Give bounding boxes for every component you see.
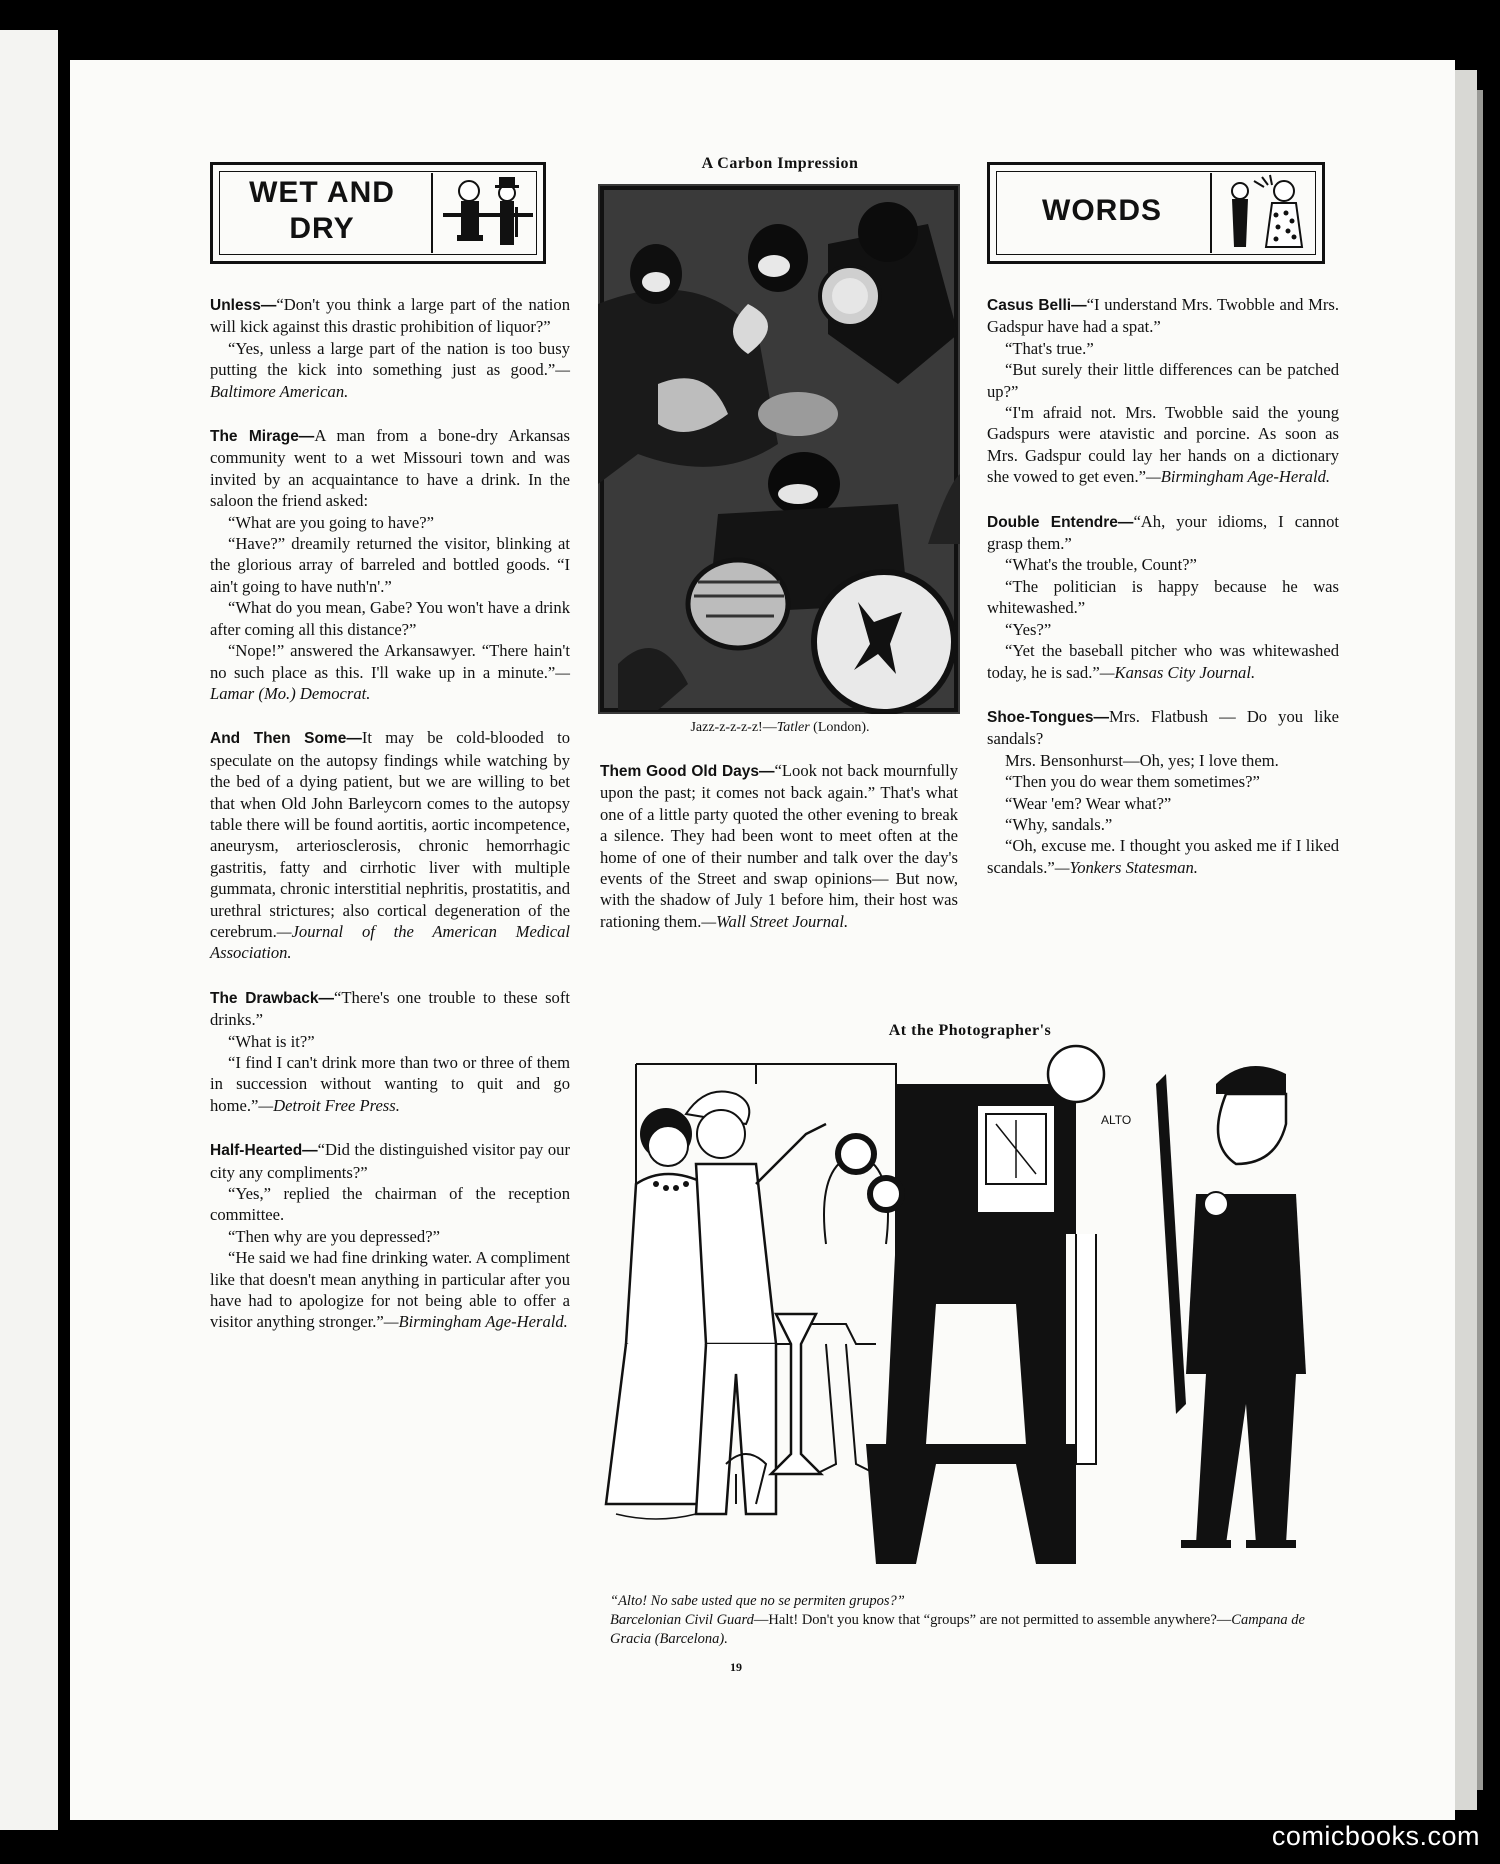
page-edge <box>1455 70 1477 1810</box>
article-source: —Birmingham Age-Herald. <box>1145 467 1331 487</box>
article-source: —Wall Street Journal. <box>701 911 849 931</box>
article-the-drawback: The Drawback—“There's one trouble to these soft drinks.” “What is it?” “I find I can't drink more than two or three of them in succession without wanting to quit and go home.”—Detroit Free Press. <box>210 987 570 1115</box>
page-edge-shadow <box>1477 90 1483 1790</box>
photographer-caption-speaker: Barcelonian Civil Guard <box>610 1612 754 1628</box>
carbon-caption-main: Jazz-z-z-z-z!— <box>690 720 777 735</box>
carbon-caption-place: (London). <box>813 720 870 735</box>
wet-and-dry-vignette <box>439 173 537 251</box>
article-the-mirage: The Mirage—A man from a bone-dry Arkansas community went to a wet Missouri town and was invited by an acquaintance to have a drink. In the saloon the friend asked: “What are you going to have?” “Have?” dreamily returned the visitor, blinking at the glorious array of barreled and bottled goods. “I ain't going to have nuth'n'.” “What do you mean, Gabe? You won't have a drink after coming all this distance?” “Nope!” answered the Arkansawyer. “There hain't no such place as this. I'll wake up in a minute.”—Lamar (Mo.) Democrat. <box>210 426 570 703</box>
article-head: Unless— <box>210 297 277 314</box>
article-source: —Lamar (Mo.) Democrat. <box>210 662 570 703</box>
jazz-band-illustration <box>598 184 960 714</box>
words-title: WORDS <box>1042 194 1162 227</box>
article-unless: Unless—“Don't you think a large part of the nation will kick against this drastic prohibition of liquor?” “Yes, unless a large part of the nation is too busy putting the kick into something just as good.”—Baltimore American. <box>210 295 570 401</box>
article-head: Double Entendre— <box>987 513 1134 531</box>
article-them-good-old-days: Them Good Old Days—“Look not back mournfully upon the past; it comes not back again.” That's what one of a little party quoted the other evening to break a silence. They had been wont to meet often at the home of one of their number and talk over the day's events of the Street and swap opinions— But now, with the shadow of July 1 before him, their host was rationing them.—Wall Street Journal. <box>600 761 959 931</box>
article-head: Shoe-Tongues— <box>987 708 1109 726</box>
photographer-title: At the Photographer's <box>888 1022 1052 1039</box>
left-column <box>210 294 570 1333</box>
article-half-hearted: Half-Hearted—“Did the distinguished visitor pay our city any compliments?” “Yes,” replied the chairman of the reception committee. “Then why are you depressed?” “He said we had fine drinking water. A compliment like that doesn't mean anything in particular after you have had to apologize for not being able to offer a visitor anything stronger.”—Birmingham Age-Herald. <box>210 1140 570 1332</box>
article-head: The Drawback— <box>210 989 334 1007</box>
header-title-line2: DRY <box>289 212 355 245</box>
carbon-caption <box>600 720 960 736</box>
article-head: Them Good Old Days— <box>600 763 775 780</box>
article-source: —Birmingham Age-Herald. <box>383 1312 568 1332</box>
article-source: —Journal of the American Medical Association. <box>210 921 570 963</box>
middle-column <box>600 760 958 932</box>
carbon-impression-title: A Carbon Impression <box>701 155 859 172</box>
article-source: —Detroit Free Press. <box>258 1095 400 1115</box>
photographer-caption-spanish: “Alto! No sabe usted que no se permiten grupos?” <box>610 1593 905 1609</box>
article-head: The Mirage— <box>210 428 315 446</box>
words-vignette <box>1218 173 1314 251</box>
photographer-cartoon <box>596 1044 1336 1584</box>
wet-and-dry-header <box>210 162 546 264</box>
article-shoe-tongues: Shoe-Tongues—Mrs. Flatbush — Do you like sandals? Mrs. Bensonhurst—Oh, yes; I love them. “Then you do wear them sometimes?” “Wear 'em? Wear what?” “Why, sandals.” “Oh, excuse me. I thought you asked me if I liked scandals.”—Yonkers Statesman. <box>987 706 1339 877</box>
photographer-caption <box>600 1592 1340 1649</box>
article-casus-belli: Casus Belli—“I understand Mrs. Twobble and Mrs. Gadspur have had a spat.” “That's true.” “But surely their little differences can be patched up?” “I'm afraid not. Mrs. Twobble said the young Gadspurs were atavistic and porcine. As soon as Mrs. Gadspur could lay her hands on a dictionary she vowed to get even.”—Birmingham Age-Herald. <box>987 295 1340 487</box>
header-title-line1: WET AND <box>249 176 395 209</box>
watermark: comicbooks.com <box>1271 1821 1480 1851</box>
carbon-caption-source: Tatler <box>776 720 810 735</box>
article-double-entendre: Double Entendre—“Ah, your idioms, I cannot grasp them.” “What's the trouble, Count?” “The politician is happy because he was whitewashed.” “Yes?” “Yet the baseball pitcher who was whitewashed today, he is sad.”—Kansas City Journal. <box>987 511 1340 682</box>
article-source: —Yonkers Statesman. <box>1054 857 1198 877</box>
article-source: —Baltimore American. <box>210 360 570 401</box>
right-column <box>987 294 1339 878</box>
facing-page-edge <box>0 30 58 1830</box>
alto-sign: ALTO <box>1101 1113 1132 1127</box>
words-header <box>987 162 1325 264</box>
article-head: And Then Some— <box>210 730 362 748</box>
article-and-then-some: And Then Some—It may be cold-blooded to speculate on the autopsy findings while watching by the bed of a dying patient, but we are willing to bet that when Old John Barleycorn comes to the autopsy table there will be found aortitis, aortic incompetence, aneurysm, arteriosclerosis, chronic hemorrhagic gastritis, fatty and cirrhotic liver with multiple gummata, chronic interstitial nephritis, prostatitis, and urethral strictures; also cortical degeneration of the cerebrum.—Journal of the American Medical Association. <box>210 728 570 963</box>
page-number: 19 <box>730 1660 742 1674</box>
article-head: Casus Belli— <box>987 297 1087 314</box>
photographer-caption-english: —Halt! Don't you know that “groups” are not permitted to assemble anywhere?— <box>753 1612 1232 1628</box>
photographer-caption-source: Campana de Gracia (Barcelona). <box>610 1612 1305 1647</box>
article-head: Half-Hearted— <box>210 1142 318 1160</box>
article-source: —Kansas City Journal. <box>1099 662 1256 682</box>
